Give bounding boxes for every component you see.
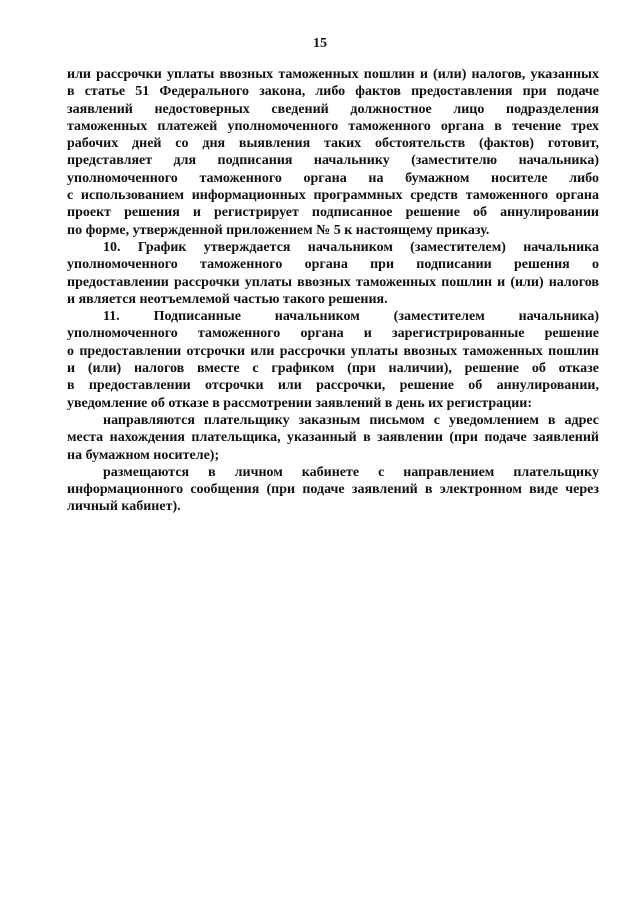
text-line: уполномоченного таможенного органа при подписании решения о — [67, 257, 599, 273]
text-line: личный кабинет). — [67, 499, 181, 515]
text-line: 11. Подписанные начальником (заместителем начальника) — [103, 309, 599, 325]
text-line: в предоставлении отсрочки или рассрочки, решение об аннулировании, — [67, 378, 599, 394]
text-line: заявлений недостоверных сведений должностное лицо подразделения — [67, 101, 599, 117]
text-line: и (или) налогов вместе с графиком (при наличии), решение об отказе — [67, 361, 599, 377]
text-line: на бумажном носителе); — [67, 447, 220, 463]
text-line: и является неотъемлемой частью такого решения. — [67, 291, 388, 307]
text-line: места нахождения плательщика, указанный в заявлении (при подаче заявлений — [67, 430, 599, 446]
page-number: 15 — [313, 36, 327, 51]
text-line: уведомление об отказе в рассмотрении заявлений в день их регистрации: — [67, 395, 533, 411]
text-line: или рассрочки уплаты ввозных таможенных пошлин и (или) налогов, указанных — [67, 67, 599, 82]
text-line: размещаются в личном кабинете с направлением плательщику — [103, 464, 599, 480]
text-line: предоставлении рассрочки уплаты ввозных таможенных пошлин и (или) налогов — [67, 274, 599, 290]
text-line: о предоставлении отсрочки или рассрочки уплаты ввозных таможенных пошлин — [67, 343, 599, 359]
text-line: 10. График утверждается начальником (заместителем) начальника — [103, 239, 599, 255]
text-line: в статье 51 Федерального закона, либо фактов предоставления при подаче — [67, 84, 599, 100]
text-line: таможенных платежей уполномоченного таможенного органа в течение трех — [67, 118, 599, 134]
text-line: информационного сообщения (при подаче заявлений в электронном виде через — [67, 482, 599, 498]
text-line: проект решения и регистрирует подписанное решение об аннулировании — [67, 205, 599, 221]
text-line: уполномоченного таможенного органа и зарегистрированные решение — [67, 326, 599, 342]
text-line: уполномоченного таможенного органа на бумажном носителе либо — [67, 170, 599, 186]
text-line: направляются плательщику заказным письмом с уведомлением в адрес — [103, 412, 599, 428]
text-line: представляет для подписания начальнику (заместителю начальника) — [67, 153, 599, 169]
text-line: с использованием информационных программных средств таможенного органа — [67, 188, 599, 204]
document-body-text — [67, 66, 599, 516]
text-line: рабочих дней со дня выявления таких обстоятельств (фактов) готовит, — [67, 136, 599, 152]
text-line: по форме, утвержденной приложением № 5 к настоящему приказу. — [67, 222, 490, 238]
